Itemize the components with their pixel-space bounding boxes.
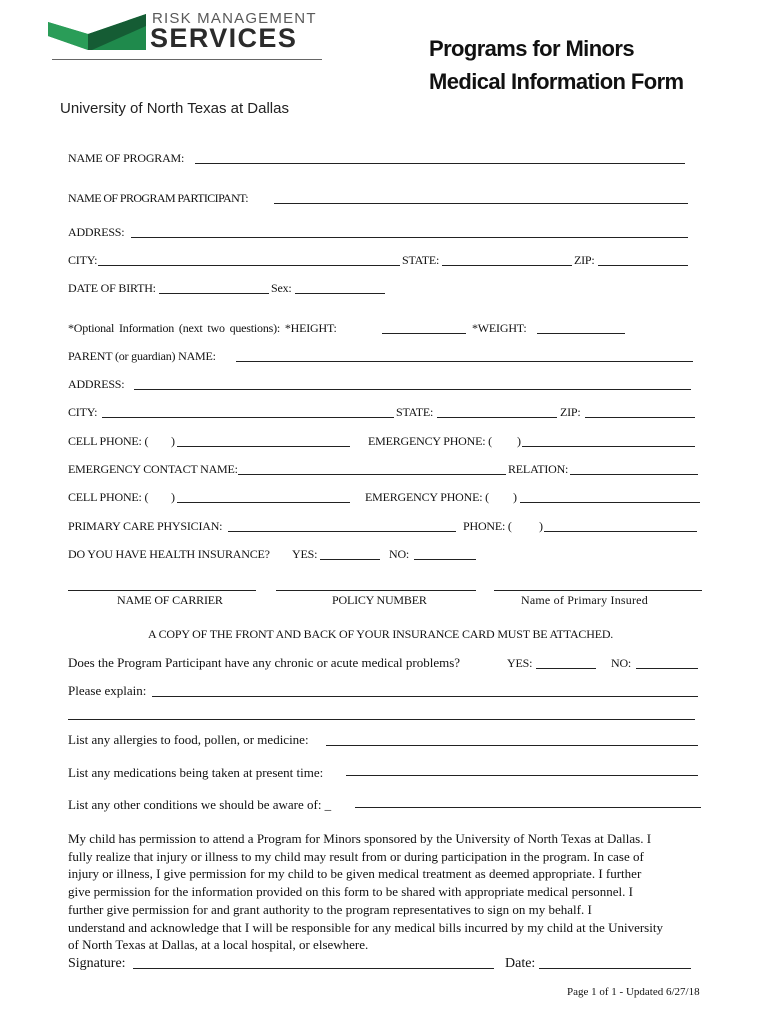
primary-insured-label: Name of Primary Insured [521, 593, 648, 607]
parent-zip-field[interactable] [585, 403, 695, 418]
other-conditions-label: List any other conditions we should be aware of: _ [68, 797, 332, 812]
permission-line: give permission for the information provided on this form to be shared with appropriate medical personnel. I [68, 884, 633, 900]
program-name-field[interactable] [195, 149, 685, 164]
page-footer: Page 1 of 1 - Updated 6/27/18 [567, 986, 700, 998]
physician-phone-label: PHONE: ( [463, 519, 512, 533]
permission-line: understand and acknowledge that I will be responsible for any medical bills incurred by my child at the University [68, 919, 663, 935]
permission-line: fully realize that injury or illness to my child may result from or during participation in the program. In case of [68, 848, 644, 864]
parent-city-label: CITY: [68, 405, 98, 419]
emergency-phone-2-close-paren: ) [513, 490, 517, 504]
city-field[interactable] [98, 251, 400, 266]
cell-phone-2-label: CELL PHONE: ( [68, 490, 149, 504]
logo [48, 10, 328, 62]
medical-no-label: NO: [611, 656, 632, 670]
cell-phone-2-close-paren: ) [171, 490, 175, 504]
city-label: CITY: [68, 253, 98, 267]
carrier-field[interactable] [68, 590, 256, 591]
cell-phone-label: CELL PHONE: ( [68, 434, 149, 448]
permission-paragraph [68, 830, 718, 954]
weight-label: *WEIGHT: [472, 321, 527, 335]
insurance-yes-label: YES: [292, 547, 318, 561]
signature-field[interactable] [133, 954, 494, 969]
explain-field[interactable] [152, 682, 698, 697]
insurance-question: DO YOU HAVE HEALTH INSURANCE? [68, 547, 270, 561]
form-title [429, 32, 684, 98]
participant-name-label: NAME OF PROGRAM PARTICIPANT: [68, 191, 249, 205]
parent-name-field[interactable] [236, 347, 693, 362]
zip-field[interactable] [598, 251, 688, 266]
university-name: University of North Texas at Dallas [60, 100, 289, 117]
primary-insured-field[interactable] [494, 590, 702, 591]
physician-phone-close-paren: ) [539, 519, 543, 533]
address-label: ADDRESS: [68, 225, 125, 239]
participant-name-field[interactable] [274, 189, 688, 204]
date-label: Date: [505, 956, 536, 971]
policy-field[interactable] [276, 590, 476, 591]
parent-name-label: PARENT (or guardian) NAME: [68, 349, 216, 363]
logo-text-top: RISK MANAGEMENT [152, 10, 317, 27]
physician-label: PRIMARY CARE PHYSICIAN: [68, 519, 223, 533]
emergency-phone-field[interactable] [522, 432, 695, 447]
medications-field[interactable] [346, 761, 698, 776]
optional-height-label: *Optional Information (next two questions): *HEIGHT: [68, 321, 337, 335]
emergency-phone-2-field[interactable] [520, 488, 700, 503]
state-field[interactable] [442, 251, 572, 266]
parent-zip-label: ZIP: [560, 405, 581, 419]
emergency-phone-2-label: EMERGENCY PHONE: ( [365, 490, 489, 504]
cell-phone-field[interactable] [177, 432, 350, 447]
date-field[interactable] [539, 954, 691, 969]
permission-line: of North Texas at Dallas, at a local hospital, or elsewhere. [68, 937, 369, 953]
medications-label: List any medications being taken at present time: [68, 765, 324, 780]
medical-no-field[interactable] [636, 654, 698, 669]
physician-field[interactable] [228, 517, 456, 532]
other-conditions-field[interactable] [355, 793, 701, 808]
allergies-field[interactable] [326, 731, 698, 746]
logo-divider [52, 59, 322, 60]
parent-address-label: ADDRESS: [68, 377, 125, 391]
logo-mark-icon [48, 12, 146, 52]
program-name-label: NAME OF PROGRAM: [68, 151, 185, 165]
permission-line: My child has permission to attend a Program for Minors sponsored by the University of North Texas at Dallas. I [68, 831, 652, 846]
insurance-no-label: NO: [389, 547, 410, 561]
permission-line: further give permission for and grant authority to the program representatives to sign on my behalf. I [68, 901, 592, 917]
relation-field[interactable] [570, 460, 698, 475]
sex-label: Sex: [271, 281, 292, 295]
medical-yes-label: YES: [507, 656, 533, 670]
parent-state-field[interactable] [437, 403, 557, 418]
physician-phone-field[interactable] [544, 517, 697, 532]
policy-label: POLICY NUMBER [332, 593, 427, 607]
insurance-yes-field[interactable] [320, 545, 380, 560]
address-field[interactable] [131, 223, 688, 238]
signature-label: Signature: [68, 956, 126, 971]
explain-field-line2[interactable] [68, 719, 695, 720]
relation-label: RELATION: [508, 462, 569, 476]
emergency-contact-field[interactable] [238, 460, 506, 475]
weight-field[interactable] [537, 319, 625, 334]
dob-field[interactable] [159, 279, 269, 294]
permission-line: injury or illness, I give permission for my child to be given medical treatment as deemed appropriate. I further [68, 866, 642, 882]
cell-phone-close-paren: ) [171, 434, 175, 448]
allergies-label: List any allergies to food, pollen, or medicine: [68, 732, 309, 747]
emergency-phone-label: EMERGENCY PHONE: ( [368, 434, 492, 448]
parent-city-field[interactable] [102, 403, 394, 418]
height-field[interactable] [382, 319, 466, 334]
cell-phone-2-field[interactable] [177, 488, 350, 503]
medical-problems-question: Does the Program Participant have any chronic or acute medical problems? [68, 655, 461, 670]
insurance-no-field[interactable] [414, 545, 476, 560]
logo-text-bottom: SERVICES [150, 23, 298, 53]
zip-label: ZIP: [574, 253, 595, 267]
form-title-line1: Programs for Minors [429, 36, 634, 61]
state-label: STATE: [402, 253, 440, 267]
medical-yes-field[interactable] [536, 654, 596, 669]
form-title-line2: Medical Information Form [429, 69, 684, 94]
parent-address-field[interactable] [134, 375, 691, 390]
dob-label: DATE OF BIRTH: [68, 281, 156, 295]
sex-field[interactable] [295, 279, 385, 294]
parent-state-label: STATE: [396, 405, 434, 419]
emergency-phone-close-paren: ) [517, 434, 521, 448]
insurance-card-notice: A COPY OF THE FRONT AND BACK OF YOUR INSURANCE CARD MUST BE ATTACHED. [148, 627, 614, 641]
carrier-label: NAME OF CARRIER [117, 593, 223, 607]
emergency-contact-label: EMERGENCY CONTACT NAME: [68, 462, 238, 476]
explain-label: Please explain: [68, 683, 147, 698]
